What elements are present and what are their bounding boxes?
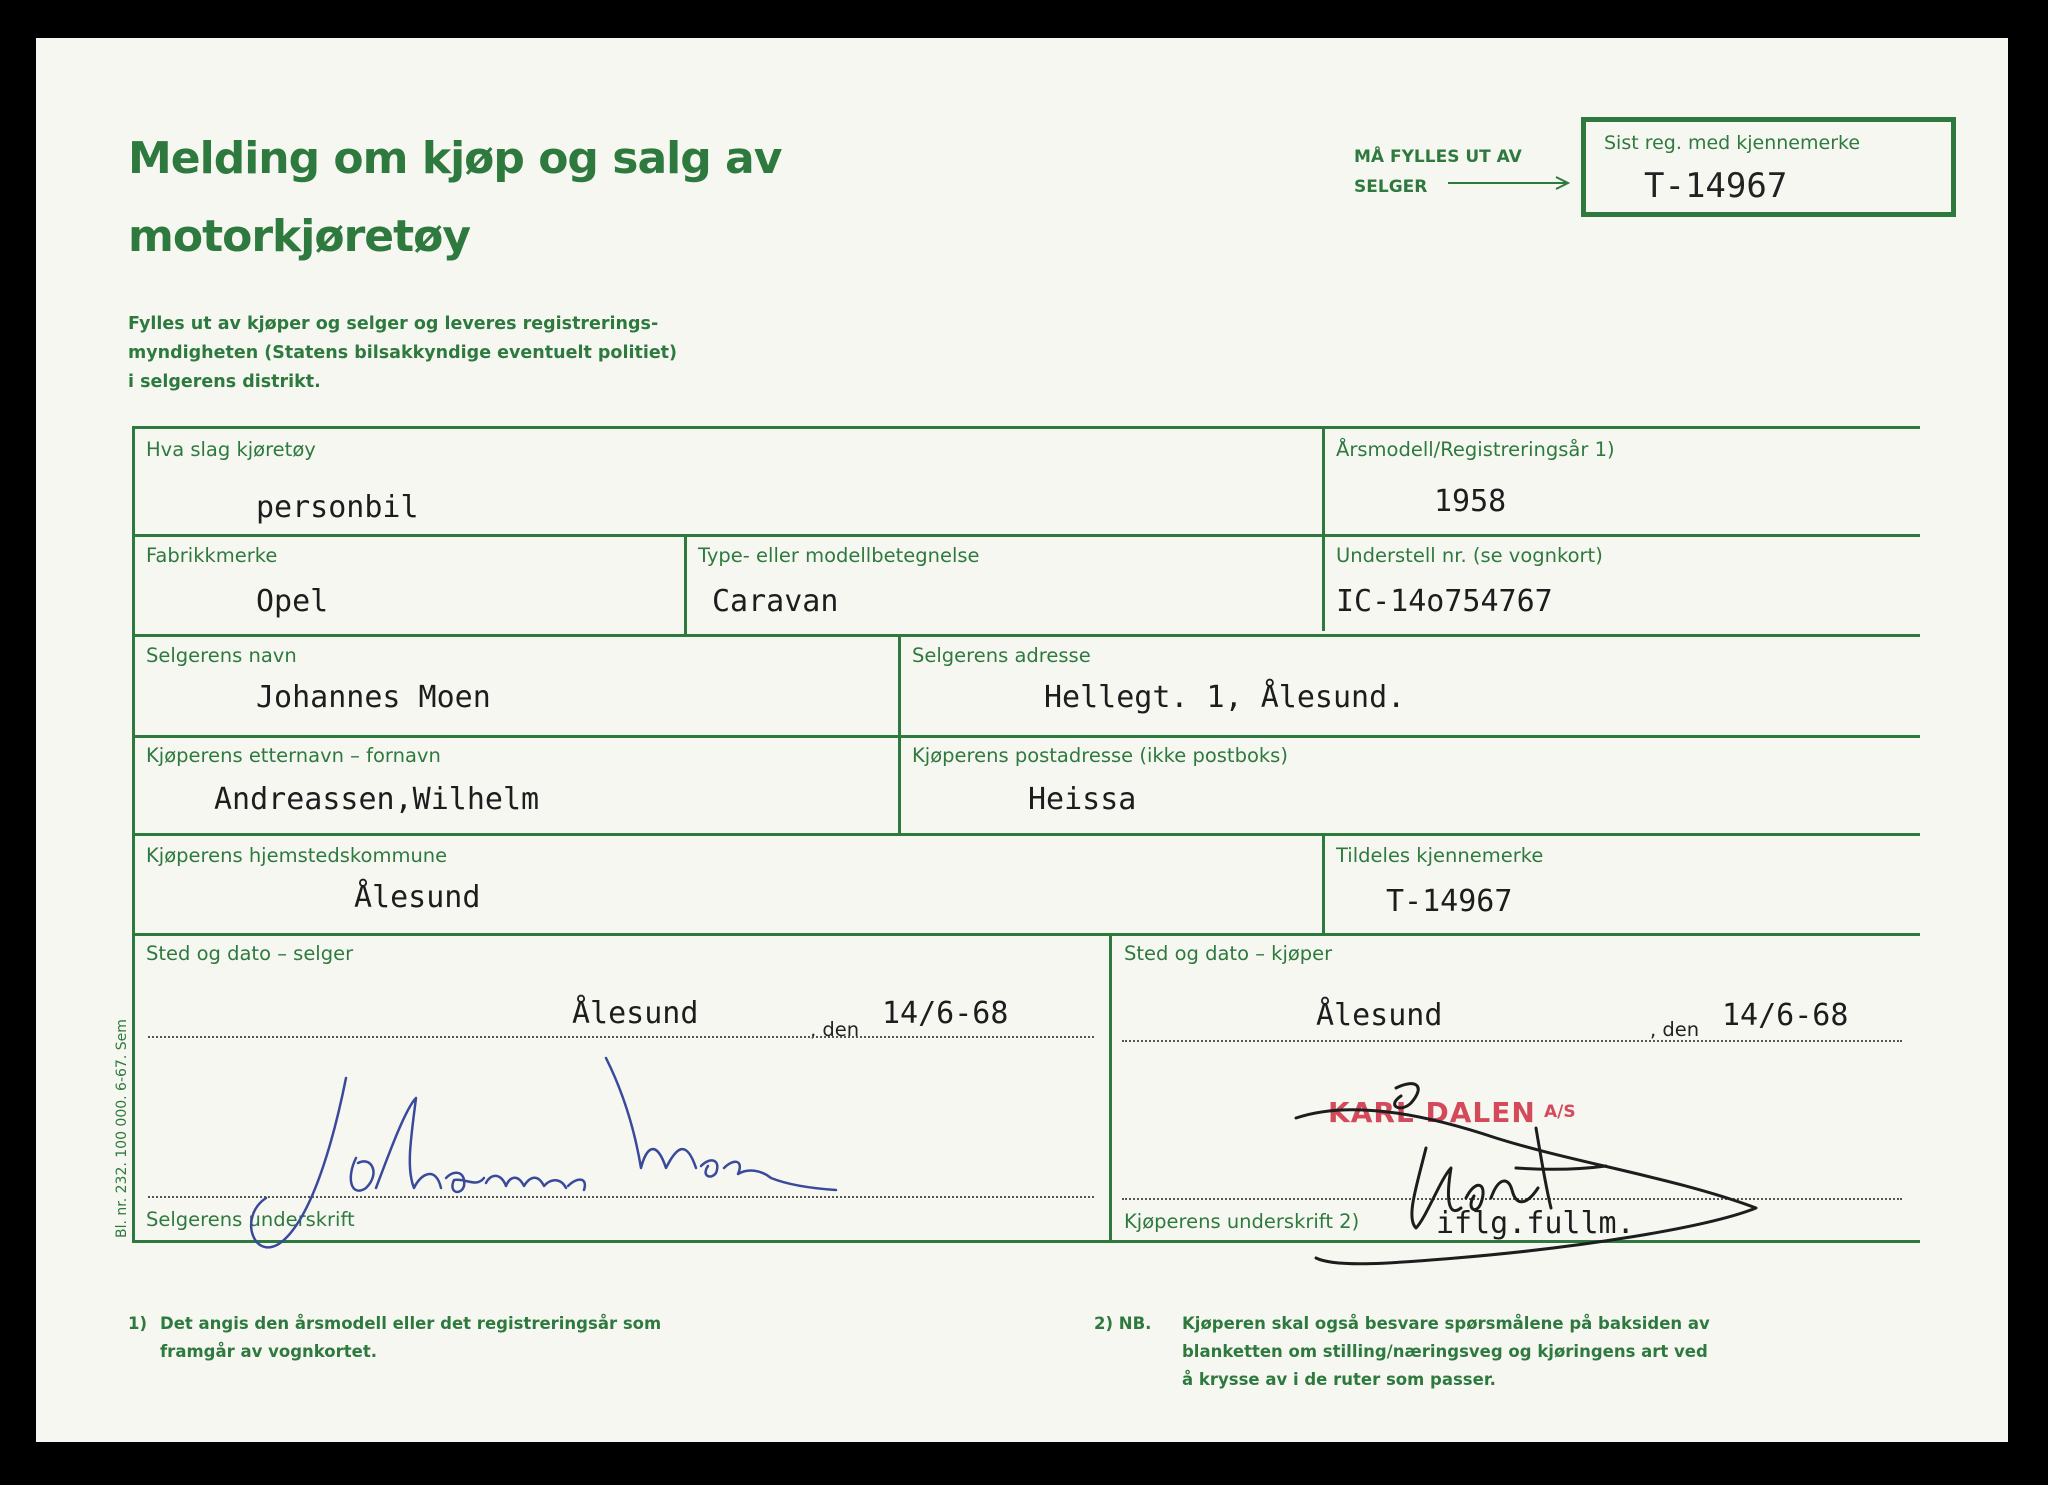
seller-date-value[interactable]: 14/6-68: [882, 996, 1009, 1031]
buyer-date-prefix: , den: [1650, 1018, 1700, 1041]
grid-line: [684, 534, 687, 634]
footnote-1-line-2: framgår av vognkortet.: [160, 1342, 377, 1361]
grid-line: [1322, 426, 1325, 631]
buyer-name-value[interactable]: Andreassen,Wilhelm: [214, 782, 540, 817]
seller-notice: [1354, 142, 1522, 202]
buyer-address-value[interactable]: Heissa: [1028, 782, 1137, 817]
manufacturer-label: Fabrikkmerke: [146, 544, 278, 567]
form-instructions: [128, 310, 848, 397]
grid-line: [898, 634, 901, 835]
title-line-2: motorkjøretøy: [128, 211, 471, 262]
footnote-1-number: 1): [128, 1314, 148, 1333]
buyer-municipality-value[interactable]: Ålesund: [354, 880, 481, 915]
footnote-1: [128, 1310, 768, 1366]
buyer-company-stamp-suffix: A/S: [1544, 1102, 1576, 1122]
grid-line: [132, 634, 1920, 637]
buyer-signature-note: iflg.fullm.: [1436, 1206, 1635, 1241]
grid-line: [1109, 933, 1112, 1240]
grid-line: [1322, 833, 1325, 933]
title-line-1: Melding om kjøp og salg av: [128, 133, 782, 184]
grid-line: [132, 426, 1920, 429]
model-type-label: Type- eller modellbetegnelse: [698, 544, 980, 567]
buyer-name-label: Kjøperens etternavn – fornavn: [146, 744, 441, 767]
seller-name-value[interactable]: Johannes Moen: [256, 680, 491, 715]
model-year-value[interactable]: 1958: [1434, 484, 1507, 519]
grid-line: [132, 933, 1920, 936]
model-type-value[interactable]: Caravan: [712, 584, 839, 619]
instruction-line-1: Fylles ut av kjøper og selger og leveres registrerings-: [128, 314, 659, 334]
footnote-2-line-2: blanketten om stilling/næringsveg og kjøringens art ved: [1182, 1342, 1708, 1361]
seller-notice-line-1: MÅ FYLLES UT AV: [1354, 147, 1522, 167]
form-sheet: [36, 38, 2008, 1442]
print-reference: Bl. nr. 232. 100 000. 6-67. Sem: [114, 1019, 130, 1238]
buyer-place-date-line: [1122, 1040, 1902, 1042]
chassis-number-value[interactable]: IC-14o754767: [1336, 584, 1553, 619]
seller-place-date-label: Sted og dato – selger: [146, 942, 354, 965]
last-registration-label: Sist reg. med kjennemerke: [1604, 132, 1861, 154]
instruction-line-3: i selgerens distrikt.: [128, 372, 321, 392]
buyer-municipality-label: Kjøperens hjemstedskommune: [146, 844, 448, 867]
grid-line: [132, 426, 135, 1243]
assigned-plate-label: Tildeles kjennemerke: [1336, 844, 1544, 867]
buyer-address-label: Kjøperens postadresse (ikke postboks): [912, 744, 1288, 767]
footnote-2-number: 2) NB.: [1094, 1314, 1152, 1333]
chassis-number-label: Understell nr. (se vognkort): [1336, 544, 1603, 567]
footnote-1-line-1: Det angis den årsmodell eller det registreringsår som: [160, 1314, 662, 1333]
manufacturer-value[interactable]: Opel: [256, 584, 329, 619]
form-title: [128, 120, 888, 276]
footnote-2-line-3: å krysse av i de ruter som passer.: [1182, 1370, 1496, 1389]
buyer-place-value[interactable]: Ålesund: [1316, 998, 1443, 1033]
grid-line: [132, 833, 1920, 836]
last-registration-box: [1581, 117, 1956, 217]
vehicle-type-label: Hva slag kjøretøy: [146, 438, 316, 461]
seller-signature-label: Selgerens underskrift: [146, 1208, 355, 1231]
vehicle-type-value[interactable]: personbil: [256, 490, 419, 525]
grid-line: [132, 735, 1920, 738]
seller-address-label: Selgerens adresse: [912, 644, 1091, 667]
buyer-place-date-label: Sted og dato – kjøper: [1124, 942, 1333, 965]
buyer-signature-label: Kjøperens underskrift 2): [1124, 1210, 1360, 1233]
seller-address-value[interactable]: Hellegt. 1, Ålesund.: [1044, 680, 1406, 715]
seller-signature-image: [296, 1038, 856, 1258]
seller-place-value[interactable]: Ålesund: [572, 996, 699, 1031]
assigned-plate-value[interactable]: T-14967: [1386, 884, 1513, 919]
arrow-right-icon: [1448, 176, 1576, 190]
instruction-line-2: myndigheten (Statens bilsakkyndige eventuelt politiet): [128, 343, 678, 363]
model-year-label: Årsmodell/Registreringsår 1): [1336, 438, 1615, 461]
seller-notice-line-2: SELGER: [1354, 177, 1428, 197]
buyer-date-value[interactable]: 14/6-68: [1722, 998, 1849, 1033]
buyer-company-stamp: KARL DALEN: [1328, 1096, 1536, 1129]
buyer-signature-image: [1276, 1058, 1796, 1278]
footnote-2-line-1: Kjøperen skal også besvare spørsmålene på baksiden av: [1182, 1314, 1710, 1333]
seller-name-label: Selgerens navn: [146, 644, 297, 667]
grid-line: [132, 534, 1920, 537]
seller-date-prefix: , den: [810, 1018, 860, 1041]
last-registration-value[interactable]: T-14967: [1644, 166, 1788, 206]
footnote-2: [1094, 1310, 1874, 1394]
